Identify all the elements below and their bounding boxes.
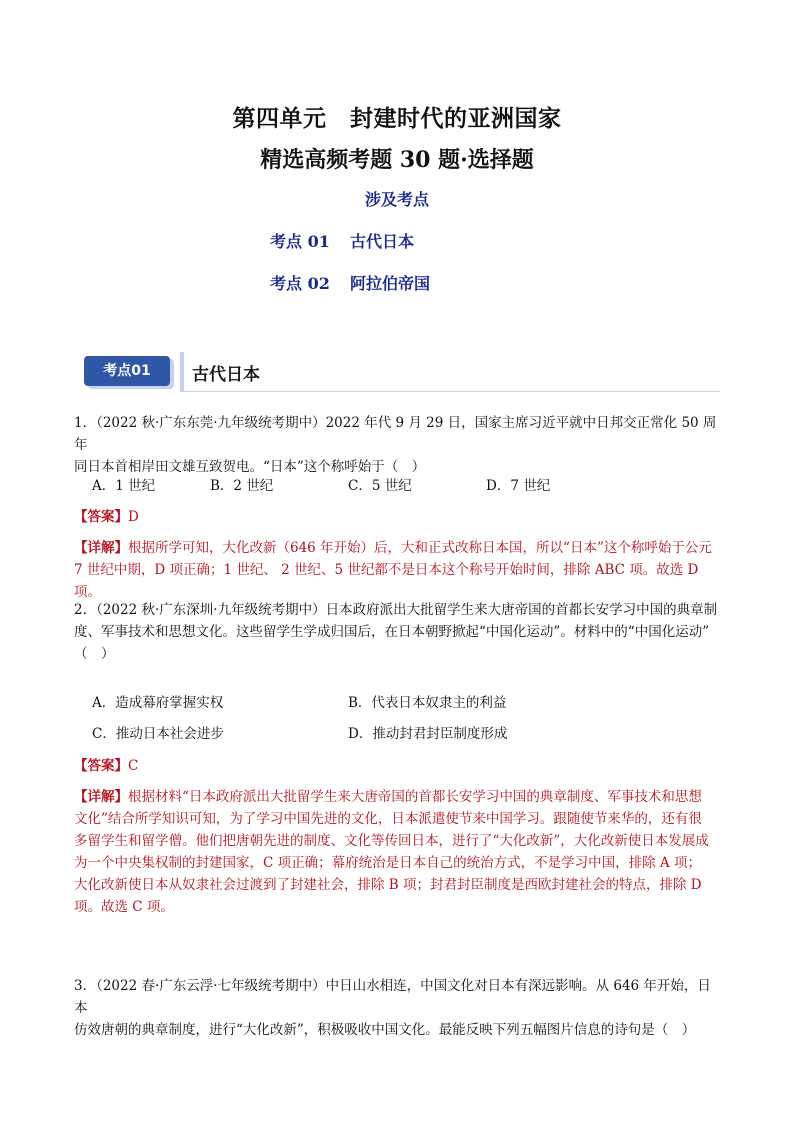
stem-line: 3．（2022 春·广东云浮·七年级统考期中）中日山水相连，中国文化对日本有深远影响。从 646 年开始，日本	[74, 978, 711, 1016]
detail-line: 根据所学可知，大化改新（646 年开始）后，大和正式改称日本国，所以“日本”这个称呼始于公元	[128, 540, 712, 556]
section-divider-bar	[180, 352, 184, 392]
stem-line: 同日本首相岸田文雄互致贺电。“日本”这个称呼始于（ ）	[74, 459, 426, 475]
subtitle: 精选高频考题 30 题·选择题	[260, 147, 534, 173]
detail-1	[74, 537, 724, 603]
point-number: 考点 02	[270, 274, 330, 293]
section-badge-label: 考点01	[103, 363, 151, 379]
answer-value: C	[128, 758, 139, 774]
point-entry-02	[270, 271, 430, 294]
option-a: A．1 世纪	[92, 478, 156, 494]
section-title: 古代日本	[192, 365, 260, 385]
option-c: C．5 世纪	[348, 478, 412, 494]
answer-1	[74, 506, 724, 528]
option-a: A．造成幕府掌握实权	[92, 695, 224, 711]
detail-2	[74, 786, 724, 918]
detail-label: 【详解】	[74, 789, 128, 805]
detail-line: 根据材料“日本政府派出大批留学生来大唐帝国的首都长安学习中国的典章制度、军事技术和思想	[128, 789, 702, 805]
section-underline	[184, 391, 720, 392]
option-d: D．推动封君封臣制度形成	[348, 726, 508, 742]
answer-2	[74, 755, 724, 777]
section-badge	[84, 356, 170, 386]
question-3-stem	[74, 975, 724, 1041]
detail-label: 【详解】	[74, 540, 128, 556]
point-entry-01	[270, 229, 414, 252]
answer-label: 【答案】	[74, 758, 128, 774]
option-d: D．7 世纪	[486, 478, 551, 494]
detail-line: 多留学生和留学僧。他们把唐朝先进的制度、文化等传回日本，进行了“大化改新”，大化改新使日本发展成	[74, 833, 709, 849]
answer-value: D	[128, 509, 139, 525]
detail-line: 为一个中央集权制的封建国家，C 项正确；幕府统治是日本自己的统治方式，不是学习中国，排除 A 项；	[74, 855, 701, 871]
detail-line: 项。故选 C 项。	[74, 899, 174, 915]
unit-title: 第四单元 封建时代的亚洲国家	[232, 105, 562, 132]
point-name: 古代日本	[350, 232, 415, 251]
question-1-stem	[74, 412, 724, 478]
answer-label: 【答案】	[74, 509, 128, 525]
option-c: C．推动日本社会进步	[92, 726, 224, 742]
stem-line: 度、军事技术和思想文化。这些留学生学成归国后，在日本朝野掀起“中国化运动”。材料中的“中国化运动”	[74, 624, 710, 640]
detail-line: 7 世纪中期，D 项正确；1 世纪、 2 世纪、5 世纪都不是日本这个称号开始时间，排除 ABC 项。故选 D 项。	[74, 562, 699, 600]
section-header	[80, 352, 720, 392]
stem-line: （ ）	[74, 646, 115, 662]
point-number: 考点 01	[270, 232, 330, 251]
stem-line: 2．（2022 秋·广东深圳·九年级统考期中）日本政府派出大批留学生来大唐帝国的首都长安学习中国的典章制	[74, 602, 718, 618]
point-name: 阿拉伯帝国	[350, 274, 431, 293]
option-b: B．代表日本奴隶主的利益	[348, 695, 507, 711]
stem-line: 1．（2022 秋·广东东莞·九年级统考期中）2022 年代 9 月 29 日，国家主席习近平就中日邦交正常化 50 周年	[74, 415, 717, 453]
scope-label: 涉及考点	[364, 190, 429, 209]
option-b: B．2 世纪	[210, 478, 274, 494]
detail-line: 文化”结合所学知识可知，为了学习中国先进的文化，日本派遣使节来中国学习。跟随使节来华的，还有很	[74, 811, 702, 827]
detail-line: 大化改新使日本从奴隶社会过渡到了封建社会，排除 B 项；封君封臣制度是西欧封建社会的特点，排除 D	[74, 877, 702, 893]
question-2-stem	[74, 599, 724, 665]
stem-line: 仿效唐朝的典章制度，进行“大化改新”，积极吸收中国文化。最能反映下列五幅图片信息的诗句是（ ）	[74, 1022, 696, 1038]
